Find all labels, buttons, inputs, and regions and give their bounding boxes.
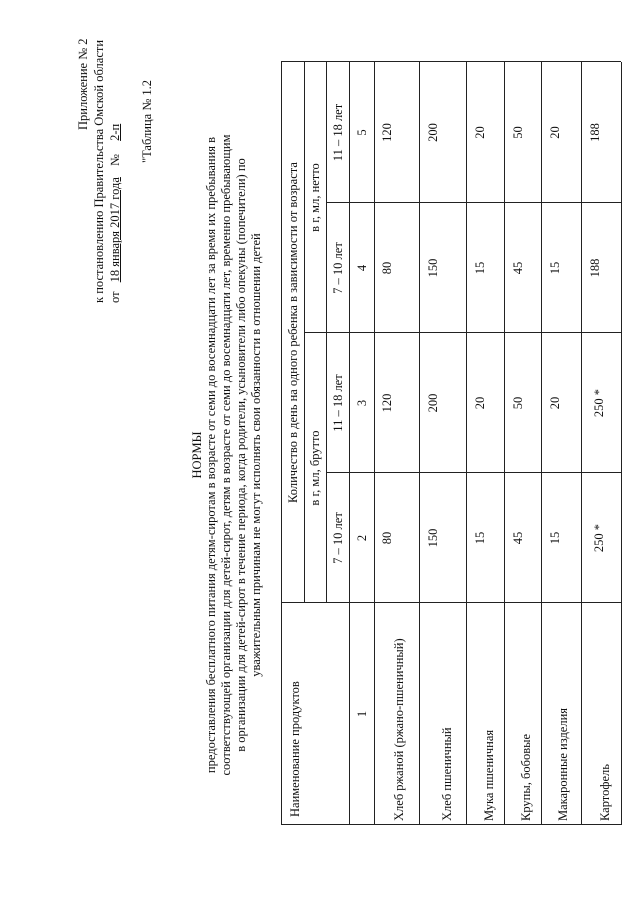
- column-number: 1: [355, 710, 369, 718]
- value-cell: 20: [473, 126, 487, 139]
- value-cell: 188: [588, 123, 602, 142]
- table-line: [374, 62, 375, 825]
- value-cell: 50: [511, 396, 525, 410]
- product-name: Крупы, бобовые: [519, 733, 533, 821]
- table-border-bottom: [621, 62, 622, 825]
- title-line-2: соответствующей организации для детей-сирот, детям в возрасте от семи до восемнадцати лет, временно пребывающим: [219, 134, 233, 776]
- column-number: 4: [355, 264, 369, 272]
- value-cell: 20: [473, 396, 487, 410]
- date-prefix: от: [108, 291, 122, 303]
- table-line: [304, 332, 621, 333]
- value-cell: 188: [588, 258, 602, 278]
- product-name: Хлеб пшеничный: [440, 727, 454, 821]
- table-line: [504, 62, 505, 825]
- table-line: [541, 62, 542, 825]
- title-line-4: уважительным причинам не могут исполнять свои обязанности в отношении детей: [249, 233, 263, 677]
- value-cell: 150: [426, 258, 440, 278]
- value-cell: 20: [548, 126, 562, 139]
- value-cell: 45: [511, 531, 525, 545]
- header-age: 11 – 18 лет: [331, 103, 345, 162]
- value-cell: 200: [426, 393, 440, 413]
- number-prefix: №: [108, 154, 122, 166]
- title-line-3: в организации для детей-сирот в течение периода, когда родители, усыновители либо опекуны (попечители) по: [234, 158, 248, 752]
- column-number: 2: [355, 534, 369, 542]
- product-name: Хлеб ржаной (ржано-пшеничный): [392, 638, 406, 821]
- value-cell: 20: [548, 396, 562, 410]
- value-cell: 15: [548, 531, 562, 545]
- header-age: 7 – 10 лет: [331, 512, 345, 564]
- value-cell: 45: [511, 261, 525, 275]
- value-cell: 50: [511, 126, 525, 139]
- product-name: Макаронные изделия: [556, 707, 570, 821]
- value-cell: 80: [380, 531, 394, 545]
- decree-label: к постановлению Правительства Омской области: [92, 39, 106, 303]
- header-age: 11 – 18 лет: [331, 374, 345, 432]
- product-name: Мука пшеничная: [482, 729, 496, 821]
- value-cell: 200: [426, 123, 440, 142]
- value-cell: 250 *: [592, 388, 606, 418]
- table-reference: "Таблица № 1.2: [140, 80, 154, 163]
- table-line: [349, 62, 350, 825]
- title-line-1: предоставления бесплатного питания детям-сиротам в возрасте от семи до восемнадцати лет за время их пребывания в: [204, 136, 218, 774]
- decree-date: 18 января 2017 года: [108, 177, 122, 283]
- value-cell: 15: [548, 261, 562, 275]
- product-name: Картофель: [598, 764, 612, 821]
- table-border-top: [281, 62, 282, 825]
- header-brutto: в г, мл, брутто: [308, 430, 322, 506]
- value-cell: 120: [380, 393, 394, 413]
- page-title: НОРМЫ: [190, 431, 204, 479]
- header-age: 7 – 10 лет: [331, 242, 345, 294]
- table-border-left: [281, 824, 621, 825]
- column-number: 3: [355, 399, 369, 407]
- value-cell: 250 *: [592, 523, 606, 553]
- decree-number: 2-п: [108, 123, 122, 141]
- value-cell: 15: [473, 531, 487, 545]
- header-netto: в г, мл, нетто: [308, 163, 322, 232]
- header-quantity: Количество в день на одного ребенка в зависимости от возраста: [286, 162, 300, 503]
- table-line: [419, 62, 420, 825]
- value-cell: 120: [380, 123, 394, 142]
- header-product-name: Наименование продуктов: [288, 681, 302, 817]
- appendix-label: Приложение № 2: [76, 38, 90, 130]
- table-line: [581, 62, 582, 825]
- value-cell: 15: [473, 261, 487, 275]
- value-cell: 80: [380, 261, 394, 275]
- column-number: 5: [355, 129, 369, 136]
- table-line: [466, 62, 467, 825]
- value-cell: 150: [426, 528, 440, 548]
